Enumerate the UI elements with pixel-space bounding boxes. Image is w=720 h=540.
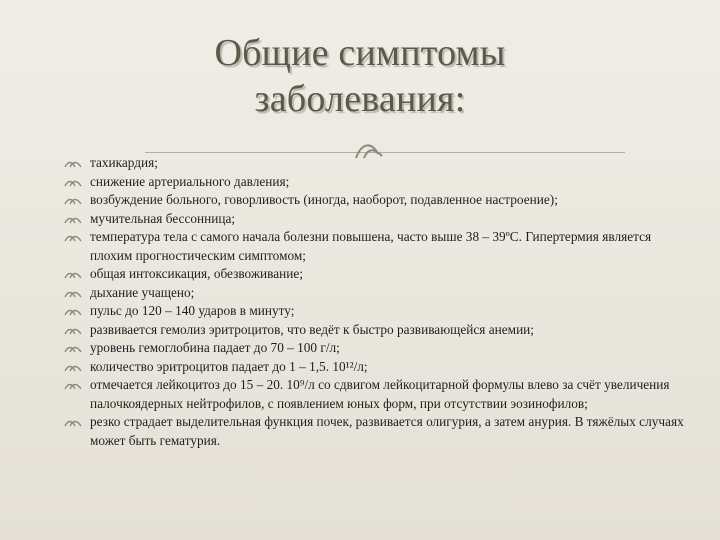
list-item-text: количество эритроцитов падает до 1 – 1,5. 10¹²/л;	[90, 358, 368, 374]
double-curve-bullet-icon	[64, 307, 82, 317]
double-curve-bullet-icon	[64, 418, 82, 428]
double-curve-bullet-icon	[64, 196, 82, 206]
list-item-text: снижение артериального давления;	[90, 173, 290, 189]
list-item	[0, 302, 690, 321]
list-item	[0, 210, 690, 229]
title-divider	[145, 152, 625, 153]
list-item	[0, 321, 690, 340]
list-item	[0, 173, 690, 192]
double-curve-bullet-icon	[64, 344, 82, 354]
list-item-text: возбуждение больного, говорливость (иногда, наоборот, подавленное настроение);	[90, 192, 558, 207]
list-item-text: мучительная бессонница;	[90, 210, 236, 226]
list-item	[0, 358, 690, 377]
double-curve-bullet-icon	[64, 289, 82, 299]
list-item	[0, 191, 690, 210]
double-curve-bullet-icon	[64, 233, 82, 243]
double-curve-bullet-icon	[64, 215, 82, 225]
list-item-text: пульс до 120 – 140 ударов в минуту;	[90, 303, 295, 318]
list-item	[0, 413, 690, 450]
list-item-text: общая интоксикация, обезвоживание;	[90, 266, 304, 281]
double-curve-bullet-icon	[64, 363, 82, 373]
double-curve-bullet-icon	[64, 326, 82, 336]
list-item-text: температура тела с самого начала болезни повышена, часто выше 38 – 39ºС. Гипертермия является плохим прогностическим симптомом;	[90, 229, 652, 263]
page-title: Общие симптомы заболевания:	[214, 32, 506, 120]
list-item	[0, 265, 690, 284]
list-item	[0, 228, 690, 265]
list-item-text: резко страдает выделительная функция почек, развивается олигурия, а затем анурия. В тяжёлых случаях может быть гематурия.	[90, 414, 684, 448]
symptom-list	[0, 154, 690, 450]
list-item-text: отмечается лейкоцитоз до 15 – 20. 10⁹/л со сдвигом лейкоцитарной формулы влево за счёт увеличения палочкоядерных нейтрофилов, с появлением юных форм, при отсутствии эозинофилов;	[90, 377, 670, 411]
list-item-text: тахикардия;	[90, 155, 158, 170]
double-curve-bullet-icon	[64, 381, 82, 391]
double-curve-bullet-icon	[64, 178, 82, 188]
list-item-text: развивается гемолиз эритроцитов, что ведёт к быстро развивающейся анемии;	[90, 321, 534, 337]
list-item	[0, 284, 690, 303]
list-item	[0, 376, 690, 413]
list-item	[0, 339, 690, 358]
list-item-text: дыхание учащено;	[90, 284, 195, 300]
double-curve-bullet-icon	[64, 270, 82, 280]
double-curve-bullet-icon	[64, 159, 82, 169]
list-item	[0, 154, 690, 173]
list-item-text: уровень гемоглобина падает до 70 – 100 г/л;	[90, 340, 340, 355]
